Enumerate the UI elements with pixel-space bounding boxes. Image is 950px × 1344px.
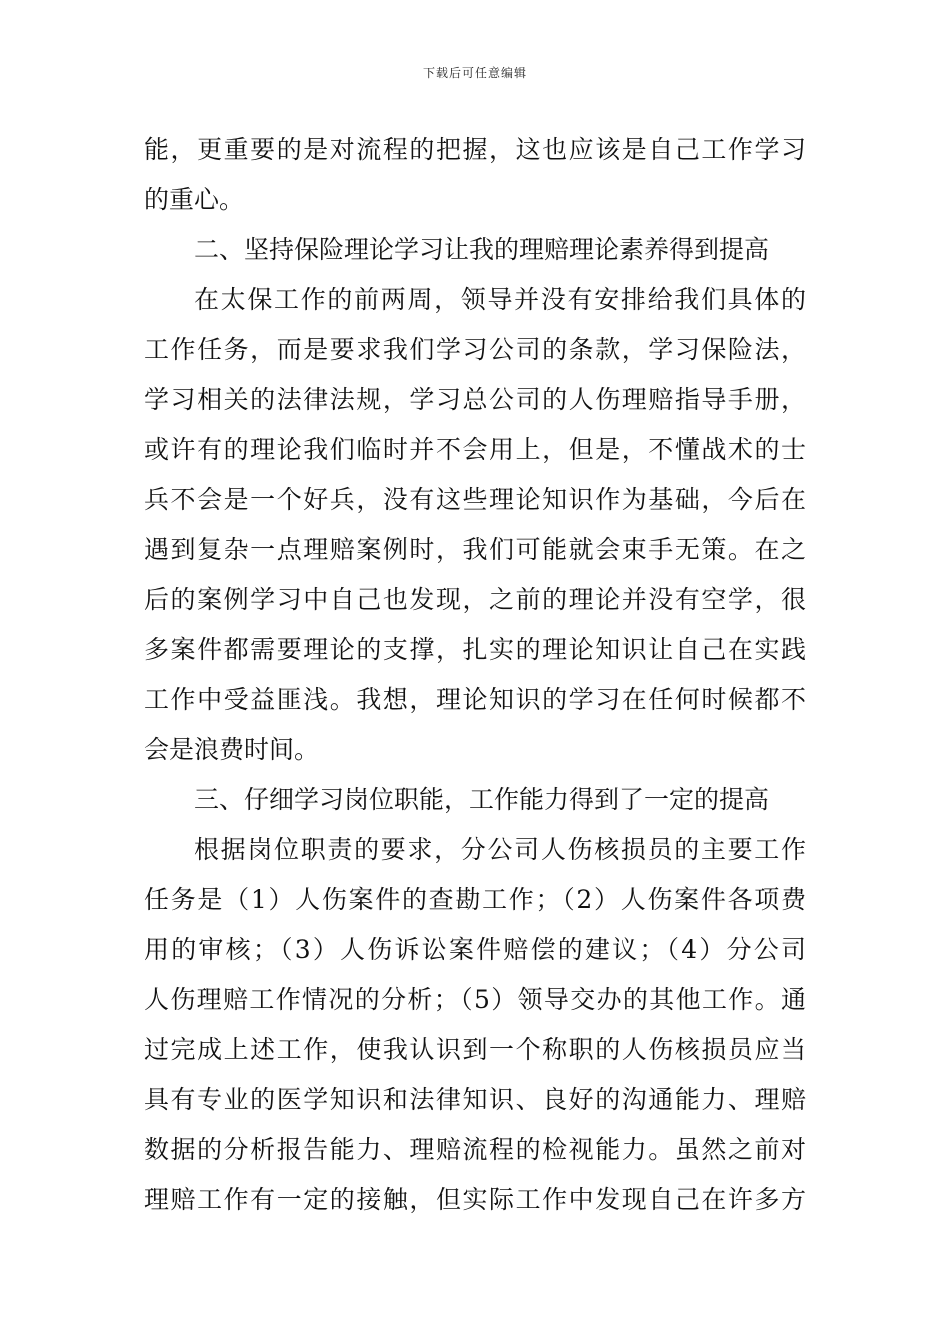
section-heading: 二、坚持保险理论学习让我的理赔理论素养得到提高 [194, 235, 770, 264]
text-line: 数据的分析报告能力、理赔流程的检视能力。虽然之前对 [144, 1135, 806, 1164]
document-body [144, 125, 806, 1225]
text-line: 工作中受益匪浅。我想，理论知识的学习在任何时候都不 [144, 685, 806, 714]
text-line: 能，更重要的是对流程的把握，这也应该是自己工作学习 [144, 135, 806, 164]
text-line: 用的审核；（3）人伤诉讼案件赔偿的建议；（4）分公司 [144, 935, 806, 964]
text-line: 在太保工作的前两周，领导并没有安排给我们具体的 [194, 285, 806, 314]
text-line: 根据岗位职责的要求，分公司人伤核损员的主要工作 [194, 835, 806, 864]
text-line: 后的案例学习中自己也发现，之前的理论并没有空学，很 [144, 585, 806, 614]
text-line: 会是浪费时间。 [144, 735, 320, 764]
text-line: 多案件都需要理论的支撑，扎实的理论知识让自己在实践 [144, 635, 806, 664]
text-line: 兵不会是一个好兵，没有这些理论知识作为基础，今后在 [144, 485, 806, 514]
text-line: 过完成上述工作，使我认识到一个称职的人伤核损员应当 [144, 1035, 806, 1064]
text-line: 学习相关的法律法规，学习总公司的人伤理赔指导手册， [144, 385, 806, 414]
text-line: 理赔工作有一定的接触，但实际工作中发现自己在许多方 [144, 1185, 806, 1214]
text-line: 人伤理赔工作情况的分析；（5）领导交办的其他工作。通 [144, 985, 806, 1014]
text-line: 遇到复杂一点理赔案例时，我们可能就会束手无策。在之 [144, 535, 806, 564]
text-line: 的重心。 [144, 185, 245, 214]
text-line: 具有专业的医学知识和法律知识、良好的沟通能力、理赔 [144, 1085, 806, 1114]
header-note: 下载后可任意编辑 [422, 66, 527, 80]
text-line: 任务是（1）人伤案件的查勘工作；（2）人伤案件各项费 [144, 885, 806, 914]
text-line: 工作任务，而是要求我们学习公司的条款，学习保险法， [144, 335, 806, 364]
section-heading: 三、仔细学习岗位职能，工作能力得到了一定的提高 [194, 785, 770, 814]
text-line: 或许有的理论我们临时并不会用上，但是，不懂战术的士 [144, 435, 806, 464]
